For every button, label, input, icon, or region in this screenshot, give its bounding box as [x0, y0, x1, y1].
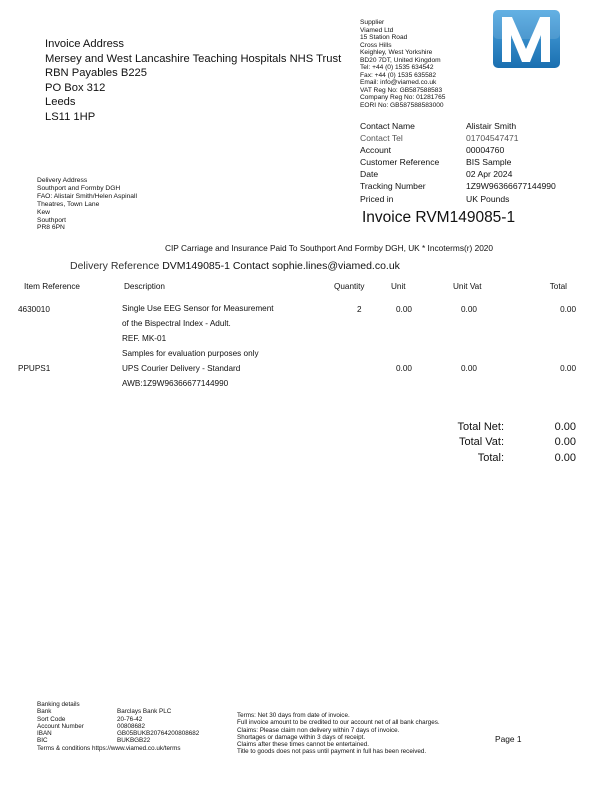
description-line: of the Bispectral Index - Adult.	[122, 319, 231, 328]
header-item-reference: Item Reference	[24, 282, 80, 291]
meta-value: 1Z9W96366677144990	[466, 181, 556, 192]
supplier-line: VAT Reg No: GB587588583	[360, 86, 443, 94]
row-item-reference: 4630010	[18, 305, 50, 314]
delivery-address-line: PR8 6PN	[37, 224, 65, 232]
description-line: UPS Courier Delivery - Standard	[122, 364, 241, 373]
row-unit-vat: 0.00	[461, 364, 477, 373]
row-item-reference: PPUPS1	[18, 364, 51, 373]
supplier-block	[360, 19, 445, 110]
delivery-reference-value: DVM149085-1 Contact sophie.lines@viamed.co.uk	[162, 260, 400, 272]
row-total: 0.00	[560, 305, 576, 314]
delivery-address-line: Southport and Formby DGH	[37, 184, 121, 192]
bank-key: Sort Code	[37, 715, 66, 723]
supplier-line: Cross Hills	[360, 41, 392, 49]
meta-value: 02 Apr 2024	[466, 169, 513, 180]
meta-value: BIS Sample	[466, 157, 512, 168]
description-line: Samples for evaluation purposes only	[122, 349, 259, 358]
row-description	[122, 301, 274, 361]
supplier-line: Tel: +44 (0) 1535 634542	[360, 64, 434, 72]
total-net-value: 0.00	[554, 421, 576, 433]
delivery-address-line: Delivery Address	[37, 177, 88, 184]
invoice-address-line: RBN Payables B225	[45, 67, 147, 79]
row-description	[122, 361, 240, 391]
supplier-line: Supplier	[360, 19, 385, 26]
totals-labels	[458, 420, 504, 466]
terms-line: Claims: Please claim non delivery within 7 days of invoice.	[237, 726, 400, 734]
meta-key: Account	[360, 145, 392, 156]
invoice-address-line: Leeds	[45, 96, 76, 108]
row-unit: 0.00	[396, 364, 412, 373]
payment-terms	[237, 712, 440, 756]
banking-title: Banking details	[37, 701, 80, 708]
bank-row	[37, 730, 200, 737]
bank-row	[37, 723, 180, 730]
page-number: Page 1	[495, 734, 522, 744]
invoice-address-line: PO Box 312	[45, 81, 106, 94]
row-total: 0.00	[560, 364, 576, 373]
delivery-address	[37, 177, 137, 232]
delivery-reference	[70, 260, 400, 272]
invoice-address	[45, 37, 341, 124]
meta-key: Tracking Number	[360, 181, 426, 192]
header-description: Description	[124, 282, 165, 291]
supplier-line: Keighley, West Yorkshire	[360, 49, 433, 57]
supplier-line: Email: info@viamed.co.uk	[360, 79, 437, 87]
total-vat-value: 0.00	[554, 436, 576, 449]
invoice-title: Invoice RVM149085-1	[362, 209, 516, 226]
supplier-line: EORI No: GB587588583000	[360, 102, 444, 110]
incoterms-line: CIP Carriage and Insurance Paid To Southport And Formby DGH, UK * Incoterms(r) 2020	[165, 243, 494, 253]
meta-key: Contact Name	[360, 121, 415, 131]
bank-key: IBAN	[37, 730, 52, 737]
meta-value: UK Pounds	[466, 193, 510, 204]
header-unit: Unit	[391, 282, 406, 291]
delivery-reference-label: Delivery Reference	[70, 260, 160, 272]
invoice-address-label: Invoice Address	[45, 38, 124, 50]
row-quantity: 2	[357, 305, 362, 314]
supplier-line: BD20 7DT, United Kingdom	[360, 56, 441, 64]
bank-row	[37, 716, 180, 723]
bank-key: Bank	[37, 708, 52, 716]
header-quantity: Quantity	[334, 282, 365, 291]
terms-line: Shortages or damage within 3 days of receipt.	[237, 733, 366, 741]
delivery-address-line: Theatres, Town Lane	[37, 200, 100, 208]
description-line: Single Use EEG Sensor for Measurement	[122, 304, 274, 313]
terms-line: Terms: Net 30 days from date of invoice.	[237, 712, 350, 719]
supplier-line: Company Reg No: 01281765	[360, 94, 446, 102]
header-unit-vat: Unit Vat	[453, 282, 482, 291]
description-line: AWB:1Z9W96366677144990	[122, 379, 229, 388]
meta-value: 00004760	[466, 145, 505, 156]
bank-value: 00808682	[117, 722, 146, 730]
viamed-logo-icon	[492, 9, 561, 69]
bank-value: Barclays Bank PLC	[117, 708, 172, 716]
terms-line: Full invoice amount to be credited to our account net of all bank charges.	[237, 719, 440, 727]
bank-value: BUKBGB22	[117, 737, 151, 745]
total-value: 0.00	[554, 451, 576, 464]
row-unit: 0.00	[396, 305, 412, 314]
total-label: Total:	[477, 451, 504, 464]
terms-line: Title to goods does not pass until payment in full has been received.	[237, 748, 427, 756]
meta-key: Customer Reference	[360, 157, 440, 168]
totals-values	[555, 420, 576, 466]
total-net-label: Total Net:	[457, 421, 504, 433]
meta-value: 01704547471	[466, 133, 519, 144]
meta-key: Priced in	[360, 193, 394, 204]
bank-row	[37, 708, 180, 715]
delivery-address-line: Kew	[37, 208, 51, 216]
row-unit-vat: 0.00	[461, 305, 477, 314]
meta-key: Date	[360, 169, 379, 180]
banking-details	[37, 701, 200, 752]
invoice-address-line: Mersey and West Lancashire Teaching Hospitals NHS Trust	[45, 52, 342, 65]
supplier-line: Fax: +44 (0) 1535 635582	[360, 71, 437, 79]
bank-row	[37, 737, 180, 744]
header-total: Total	[549, 282, 567, 291]
delivery-address-line: Southport	[37, 216, 66, 224]
terms-line: Claims after these times cannot be entertained.	[237, 741, 369, 748]
invoice-address-line: LS11 1HP	[45, 110, 96, 123]
bank-key: Account Number	[37, 722, 84, 730]
total-vat-label: Total Vat:	[458, 436, 504, 449]
bank-key: BIC	[37, 737, 48, 745]
meta-value: Alistair Smith	[466, 121, 517, 131]
delivery-address-line: FAO: Alistair Smith/Helen Aspinall	[37, 192, 137, 200]
supplier-line: Viamed Ltd	[360, 26, 394, 34]
bank-value: 20-76-42	[117, 715, 143, 723]
supplier-line: 15 Station Road	[360, 34, 408, 42]
description-line: REF. MK-01	[122, 334, 167, 343]
terms-link[interactable]: Terms & conditions https://www.viamed.co.uk/terms	[37, 744, 181, 752]
meta-key: Contact Tel	[360, 133, 403, 144]
bank-value: GB05BUKB20764200808682	[117, 730, 200, 737]
